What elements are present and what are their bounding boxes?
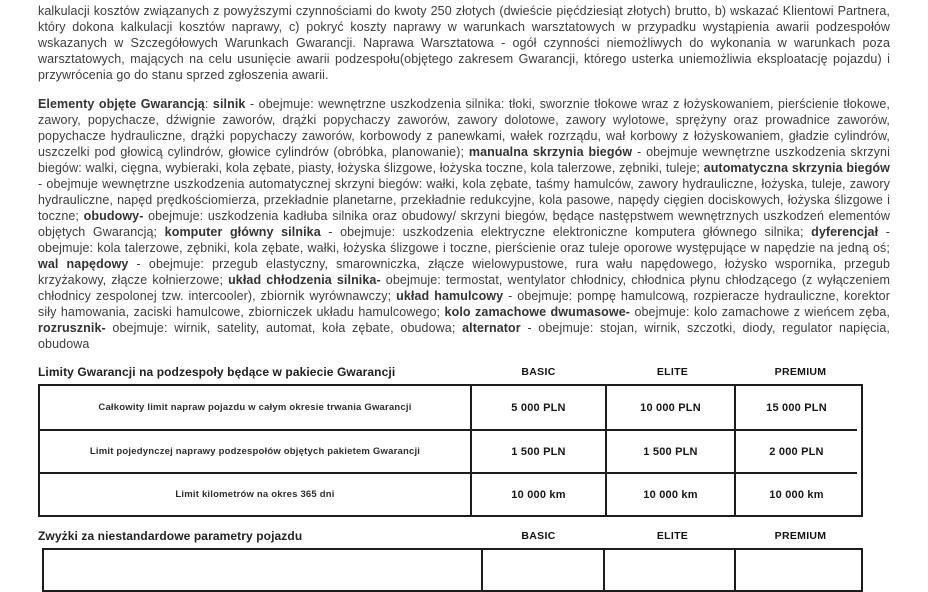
limits-section-title: Limity Gwarancji na podzespoły będące w pakiecie Gwarancji bbox=[38, 365, 396, 379]
limits-row-single-elite: 1 500 PLN bbox=[605, 429, 734, 472]
surcharges-column-header-premium: PREMIUM bbox=[774, 530, 827, 542]
surcharges-row-elite bbox=[603, 550, 734, 590]
limits-row-single-basic: 1 500 PLN bbox=[470, 429, 605, 472]
limits-row-total-premium: 15 000 PLN bbox=[734, 386, 857, 429]
text-run: obejmuje: uszkodzenia kadłuba silnika oraz obudowy/ skrzyni biegów, będące następstwem wewnętrznych uszkodzeń elementów objętych Gwarancją; bbox=[38, 209, 891, 239]
text-run: obejmuje: termostat, wentylator chłodnicy, chłodnica płynu chłodzącego (z wyłączeniem chłodnicy zespolonej tzw. intercooler), zbiornik wyrównawczy; bbox=[38, 273, 891, 303]
surcharges-row-premium bbox=[734, 550, 857, 590]
surcharges-row-label bbox=[44, 550, 481, 590]
paragraph-warranty-elements bbox=[38, 96, 890, 352]
text-run: obejmuje: kolo zamachowe z wieńcem zęba, bbox=[630, 305, 891, 319]
term-flywheel: kolo zamachowe dwumasowe- bbox=[444, 305, 631, 319]
limits-row-single-premium: 2 000 PLN bbox=[734, 429, 857, 472]
text-run: - obejmuje wewnętrzne uszkodzenia skrzyni biegów: walki, cięgna, wybieraki, kola zębate, piasty, łożyska ślizgowe, łożyska toczne, kola talerzowe, zębniki, tuleje; bbox=[38, 145, 890, 175]
limits-row-km-premium: 10 000 km bbox=[734, 472, 857, 515]
text-run: - obejmuje wewnętrzne uszkodzenia automatycznej skrzyni biegów: wałki, kola zębate, taśmy hamulców, zawory hydrauliczne, łożyska, tuleje, zawory hydrauliczne, napęd prędkościomierza, przekładnie planetarne, przekładnie redukcyjne, kola pasowe, napędy cięgien dociskowych, łożyska ślizgowe i toczne; bbox=[38, 177, 890, 223]
text-run: - obejmuje: stojan, wirnik, szczotki, diody, regulator napięcia, obudowa bbox=[38, 321, 890, 351]
term-engine-computer: komputer główny silnika bbox=[164, 225, 321, 239]
surcharges-column-header-elite: ELITE bbox=[656, 530, 689, 542]
column-header-elite: ELITE bbox=[656, 366, 689, 378]
limits-row-km-elite: 10 000 km bbox=[605, 472, 734, 515]
warranty-elements-heading: Elementy objęte Gwarancją bbox=[38, 97, 205, 111]
surcharges-column-header-basic: BASIC bbox=[521, 530, 556, 542]
limits-section-header bbox=[38, 365, 863, 379]
text-run: : bbox=[204, 97, 213, 111]
text-run: - obejmuje: pompę hamulcową, rozpieracze hydrauliczne, korektor siły hamowania, zaciski hamulcowe, zbiorniczek układu hamulcowego; bbox=[38, 289, 890, 319]
term-manual-gearbox: manualna skrzynia biegów bbox=[468, 145, 633, 159]
term-starter: rozrusznik- bbox=[38, 321, 106, 335]
term-alternator: alternator bbox=[462, 321, 521, 335]
surcharges-row-basic bbox=[481, 550, 603, 590]
surcharges-section-title: Zwyżki za niestandardowe parametry pojazdu bbox=[38, 529, 303, 543]
term-differential: dyferencjał bbox=[811, 225, 879, 239]
term-automatic-gearbox: automatyczna skrzynia biegów bbox=[703, 161, 890, 175]
text-run: - obejmuje: przegub elastyczny, smarowniczka, złącze wielowypustowe, rura wału napędowego, łożysko wspornika, przegub krzyżakowy, złącze kołnierzowe; bbox=[38, 257, 890, 287]
paragraph-legal-costs-text: kalkulacji kosztów związanych z powyższymi czynnościami do kwoty 250 złotych (dwieście pięćdziesiąt złotych) brutto, b) wskazać Klientowi Partnera, który dokona kalkulacji kosztów naprawy, c) pokryć koszty naprawy w warunkach warsztatowych w przypadku wystąpienia awarii podzespołów wskazanych w Szczegółowych Warunkach Gwarancji. Naprawa Warsztatowa - ogół czynności niemożliwych do wykonania w warunkach poza warsztatowych, mających na celu usunięcie awarii podzespołu(objętego zakresem Gwarancji, którego usterka uniemożliwia eksploatację pojazdu) i przywrócenia go do stanu sprzed zgłoszenia awarii. bbox=[38, 4, 890, 82]
term-drive-shaft: wal napędowy bbox=[38, 257, 129, 271]
limits-table bbox=[38, 384, 863, 517]
surcharges-table-partial bbox=[42, 548, 863, 592]
column-header-premium: PREMIUM bbox=[774, 366, 827, 378]
term-housings: obudowy- bbox=[83, 209, 144, 223]
text-run: - obejmuje: wewnętrzne uszkodzenia silnika: tłoki, sworznie tłokowe wraz z łożyskowaniem, pierścienie tłokowe, zawory, popychacze, dźwignie zaworów, drążki popychaczy zaworów, zawory dolotowe, zawory wylotowe, sprężyny oraz prowadnice zaworów, popychacze hydrauliczne, drążki popychaczy zaworów, korbowody z panewkami, wałek rozrządu, wał korbowy z łożyskowaniem, gładzie cylindrów, uszczelki pod głowicą cylindrów, głowice cylindrów (obróbka, planowanie); bbox=[38, 97, 890, 159]
surcharges-section-header bbox=[38, 529, 863, 543]
paragraph-legal-costs bbox=[38, 3, 890, 83]
limits-row-total-basic: 5 000 PLN bbox=[470, 386, 605, 429]
text-run: - obejmuje: kola talerzowe, zębniki, kola zębate, wałki, łożyska ślizgowe i toczne, pierścienie oraz tuleje oporowe występujące w napędzie na jedną oś; bbox=[38, 225, 890, 255]
term-cooling-system: układ chłodzenia silnika- bbox=[228, 273, 381, 287]
limits-row-km-basic: 10 000 km bbox=[470, 472, 605, 515]
term-brake-system: układ hamulcowy bbox=[396, 289, 504, 303]
column-header-basic: BASIC bbox=[521, 366, 556, 378]
limits-row-total-label: Całkowity limit napraw pojazdu w całym okresie trwania Gwarancji bbox=[98, 402, 412, 413]
text-run: obejmuje: wirnik, satelity, automat, koła zębate, obudowa; bbox=[105, 321, 463, 335]
limits-row-total-elite: 10 000 PLN bbox=[605, 386, 734, 429]
term-engine: silnik bbox=[212, 97, 246, 111]
limits-row-single-label: Limit pojedynczej naprawy podzespołów objętych pakietem Gwarancji bbox=[40, 429, 470, 472]
text-run: - obejmuje: uszkodzenia elektryczne elektroniczne komputera głównego silnika; bbox=[320, 225, 812, 239]
limits-row-km-label: Limit kilometrów na okres 365 dni bbox=[40, 472, 470, 515]
